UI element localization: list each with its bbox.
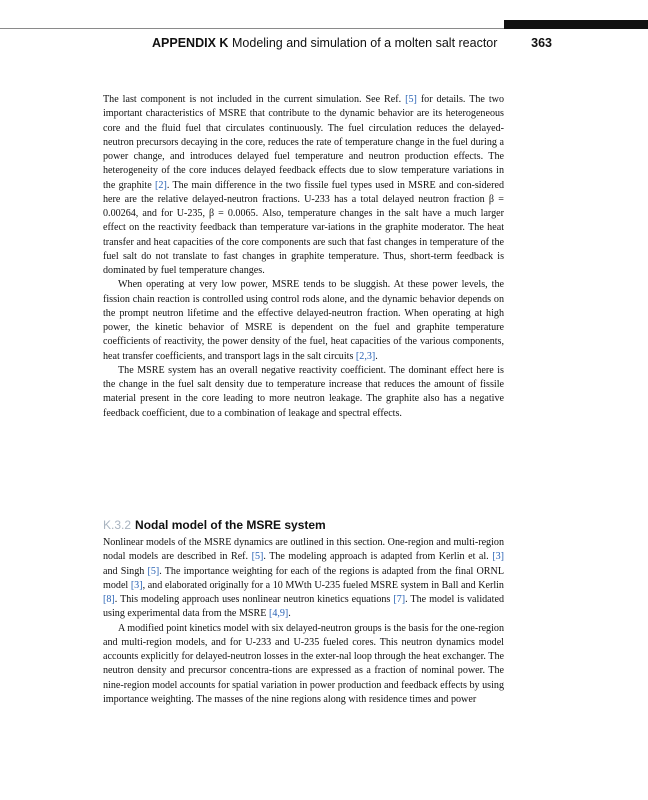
section-heading	[103, 516, 504, 534]
text-run: . The model is validated using experimental data from the MSRE	[103, 594, 504, 620]
citation-link[interactable]: [4,9]	[268, 608, 289, 620]
appendix-label: APPENDIX K	[152, 36, 229, 50]
citation-link[interactable]: [5]	[405, 94, 417, 105]
text-run: The last component is not included in the current simulation. See Ref.	[103, 94, 406, 105]
citation-link[interactable]: [2,3]	[355, 350, 376, 362]
text-run: .	[375, 350, 378, 362]
text-run: . The modeling approach is adapted from Kerlin et al.	[263, 551, 493, 563]
section-number: K.3.2	[103, 518, 132, 532]
citation-link[interactable]: [3]	[492, 551, 504, 563]
citation-link[interactable]: [3]	[130, 579, 143, 591]
text-run: . This modeling approach uses nonlinear neutron kinetics equations	[114, 594, 394, 605]
citation-link[interactable]: [2]	[155, 179, 167, 191]
citation-link[interactable]: [7]	[393, 594, 406, 605]
body-text-bottom	[103, 536, 504, 707]
header-rule	[0, 20, 648, 30]
header-block	[504, 20, 648, 29]
paragraph-5: A modified point kinetics model with six delayed-neutron groups is the basis for the one-region and multi-region models, and for U-233 and U-235 fueled cores. This neutron dynamics model accounts explicitly for delayed-neutron losses in the exter-nal loop through the heat exchanger. The neutron density and precursor concentra-tions are expressed as a fraction of nominal power. The nine-region model accounts for spatial variation in power production and feedback effects by using importance weighting. The masses of the nine regions along with residence times and power	[103, 622, 504, 705]
page-number: 363	[531, 36, 552, 50]
text-run: , and elaborated originally for a 10 MWth U-235 fueled MSRE system in Ball and Kerlin	[142, 579, 504, 591]
citation-link[interactable]: [8]	[103, 594, 115, 605]
paragraph-3: The MSRE system has an overall negative reactivity coefficient. The dominant effect here is the change in the fuel salt density due to temperature increase that reduces the amount of fissile material present in the core leading to more neutron leakage. The graphite also has a negative feedback coefficient, due to a combination of leakage and spectral effects.	[103, 364, 504, 419]
text-run: for details. The two important characteristics of MSRE that contribute to the dynamic behavior are its heterogeneous core and the fluid fuel that circulates continuously. The fuel circulation reduces the delayed-neutron precursors decaying in the core, reduces the rate of temperature change in the fuel during a power change, and introduces delayed fuel temperature and neutron production effects. The heterogeneity of the core induces delayed feedback effects due to slow temperature variations in the graphite	[103, 94, 504, 191]
body-text-top	[103, 93, 504, 421]
text-run: . The importance weighting for each of the regions is adapted from the final ORNL model	[103, 565, 504, 591]
text-run: When operating at very low power, MSRE tends to be sluggish. At these power levels, the fission chain reaction is controlled using control rods alone, and the dynamic behavior depends on the prompt neutron lifetime and the effective delayed-neutron fraction. When operating at high power, the kinetic behavior of MSRE is dependent on the fuel and graphite temperature coefficients of reactivity, the power density of the fuel, heat capacities of the various components, heat transfer coefficients, and transport lags in the salt circuits	[103, 279, 504, 362]
paragraph-1	[103, 93, 504, 278]
text-run: . The main difference in the two fissile fuel types used in MSRE and con-sidered here are the relative delayed-neutron fractions. U-233 has a total delayed neutron fraction β = 0.00264, and for U-235, β = 0.0065. Also, temperature changes in the salt have a much larger effect on the reactivity feedback than temperature var-iations in the graphite moderator. The heat transfer and heat capacities of the core components are such that fast changes in temperature of the fuel salt do not translate to fast changes in graphite temperature. Thus, short-term feedback is dominated by fuel temperature changes.	[103, 179, 504, 276]
citation-link[interactable]: [5]	[147, 565, 160, 577]
chapter-title: Modeling and simulation of a molten salt reactor	[232, 36, 498, 50]
text-run: and Singh	[103, 565, 148, 577]
text-run: .	[288, 608, 291, 620]
running-header	[100, 36, 552, 54]
citation-link[interactable]: [5]	[251, 551, 264, 563]
paragraph-2	[103, 278, 504, 364]
paragraph-4	[103, 536, 504, 622]
text-run: Nonlinear models of the MSRE dynamics are outlined in this section. One-region and multi-region nodal models are described in Ref.	[103, 537, 504, 563]
section-title: Nodal model of the MSRE system	[135, 518, 326, 532]
